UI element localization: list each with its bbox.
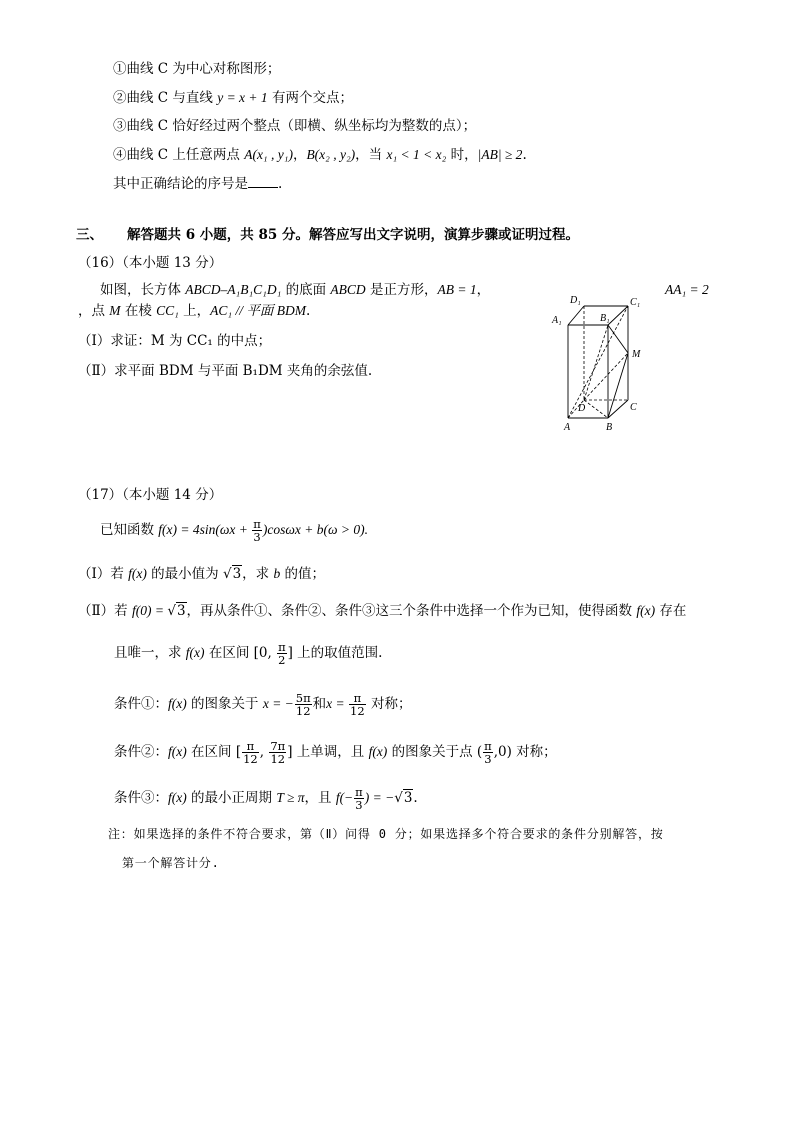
q16-text-h: . <box>305 303 311 319</box>
c3-e: . <box>413 790 418 806</box>
q15-point-a: A(x₁ , y₁) <box>244 147 293 162</box>
q17-p1-a: （Ⅰ）若 <box>78 566 129 582</box>
note-line-2: 第一个解答计分. <box>122 856 220 870</box>
c2-fx2: f(x) <box>368 744 388 759</box>
c3-d: ) = − <box>364 790 395 805</box>
frac-den: 12 <box>295 704 311 718</box>
q16-text-e: ，点 <box>78 303 110 319</box>
q16-cc1: CC₁ <box>156 303 179 318</box>
q15-item-1: ①曲线 C 为中心对称图形； <box>113 61 281 77</box>
q15-item-2-equation: y = x + 1 <box>217 90 268 105</box>
q17-fn-frac <box>252 518 262 543</box>
c2-frac-2 <box>269 740 286 765</box>
q17-header: （17）（本小题 14 分） <box>78 487 223 503</box>
frac-num: π <box>242 740 259 753</box>
q17-fn-a: f(x) = 4sin(ωx + <box>158 522 252 537</box>
c2-b: 在区间 [ <box>186 744 242 760</box>
q16-header: （16）（本小题 13 分） <box>78 255 223 271</box>
frac-den: 3 <box>355 798 363 812</box>
q17-p2-c: 存在 <box>655 603 687 619</box>
q16-statement-line-1 <box>100 281 490 299</box>
q17-p2l2-fx: f(x) <box>185 645 205 660</box>
c1-frac-2 <box>349 692 366 717</box>
label-b1: B₁ <box>600 313 610 324</box>
q16-m: M <box>109 303 121 318</box>
q15-condition: x₁ < 1 < x₂ <box>386 147 447 162</box>
label-d: D <box>578 403 586 414</box>
q17-p1-var: b <box>273 566 281 581</box>
c2-frac-3 <box>483 740 493 765</box>
frac-den: 2 <box>278 653 286 667</box>
c3-frac <box>354 786 364 811</box>
q16-cuboid: ABCD–A₁B₁C₁D₁ <box>185 282 282 297</box>
label-b: B <box>606 422 613 433</box>
q15-point-b: B(x₂ , y₂) <box>306 147 356 162</box>
c1-b: 的图象关于 <box>186 696 263 712</box>
label-c: C <box>630 402 637 413</box>
q17-p2l2-b: 在区间 [0, <box>204 645 277 661</box>
q15-item-3: ③曲线 C 恰好经过两个整点（即横、纵坐标均为整数的点）； <box>113 118 477 134</box>
c3-sqrt: 3 <box>403 790 413 806</box>
frac-num: 7π <box>270 739 286 753</box>
q17-fn-b: )cosωx + b(ω > 0). <box>262 522 368 537</box>
c3-fx: f(x) <box>168 790 187 805</box>
q15-answer-text: 其中正确结论的序号是 <box>113 176 248 192</box>
q17-function <box>100 518 368 543</box>
q16-text-b: 的底面 <box>281 282 331 298</box>
q15-item-4: ④曲线 C 上任意两点 A(x₁ , y₁)，B(x₂ , y₂)，当 x₁ < 1 < x₂ 时，|AB| ≥ 2. <box>113 147 527 163</box>
c3-t: T ≥ π <box>276 790 305 805</box>
q17-fn-pre: 已知函数 <box>100 522 159 538</box>
q15-answer-prompt: 其中正确结论的序号是 . <box>113 176 283 192</box>
q17-p2-a: （Ⅱ）若 <box>78 603 132 619</box>
frac-den: 3 <box>484 752 492 766</box>
frac-num: 5π <box>295 691 311 705</box>
q16-aa1: AA₁ = 2 <box>665 282 709 297</box>
q16-ab: AB = 1 <box>437 282 477 297</box>
c3-c: ，且 <box>304 790 336 806</box>
c3-b: 的最小正周期 <box>186 790 277 806</box>
q17-p1-d: 的值； <box>280 566 325 582</box>
q17-p2-b: ，再从条件①、条件②、条件③这三个条件中选择一个作为已知，使得函数 <box>186 603 637 619</box>
frac-num: π <box>278 640 286 654</box>
cuboid-figure <box>548 290 658 435</box>
q17-p1-c: ，求 <box>242 566 274 582</box>
c1-label: 条件①： <box>114 696 168 712</box>
c2-label: 条件②： <box>114 744 168 760</box>
frac-den: 3 <box>253 530 261 544</box>
c2-frac-1 <box>242 740 259 765</box>
q15-item-2 <box>113 89 353 107</box>
section-3-heading <box>76 226 579 244</box>
q16-base: ABCD <box>330 282 366 297</box>
q17-part-2: （Ⅱ）若 f(0) = √3，再从条件①、条件②、条件③这三个条件中选择一个作为已知，使得函数 f(x) 存在 <box>78 603 687 619</box>
section-number: 三、 <box>76 227 103 243</box>
q16-part-1: （Ⅰ）求证：M 为 CC₁ 的中点； <box>78 333 272 349</box>
label-d1: D₁ <box>570 295 581 306</box>
q16-ac1: AC₁ // 平面 BDM <box>210 303 306 318</box>
c2-c: ] 上单调，且 <box>287 744 369 760</box>
q16-statement-line-2 <box>78 302 310 320</box>
c1-x2: x = <box>326 696 349 711</box>
q17-p2l2-a: 且唯一，求 <box>114 645 186 661</box>
q15-item-4-time: 时， <box>446 147 478 163</box>
q16-text-d: ， <box>476 282 491 298</box>
q16-text-g: 上， <box>178 303 211 319</box>
q16-text-a: 如图，长方体 <box>100 282 186 298</box>
c2-e: ,0) 对称； <box>493 744 557 760</box>
c1-x1: x = − <box>262 696 294 711</box>
c2-fx: f(x) <box>168 744 187 759</box>
frac-num: π <box>484 739 492 753</box>
q17-condition-3: 条件③：f(x) 的最小正周期 T ≥ π，且 f(− $\frac{\pi}{3}$ ) = −√3. <box>114 785 418 812</box>
q17-part-2-line-2 <box>114 641 382 666</box>
c2-comma: , <box>259 744 269 760</box>
answer-blank[interactable] <box>248 175 278 188</box>
label-c1: C₁ <box>630 297 641 308</box>
q17-part-1: （Ⅰ）若 f(x) 的最小值为 √3，求 b 的值； <box>78 566 325 582</box>
q15-item-4-text: ④曲线 C 上任意两点 <box>113 147 245 163</box>
q17-p2-fx: f(x) <box>636 603 656 618</box>
c2-d: 的图象关于点 ( <box>387 744 483 760</box>
frac-den: 12 <box>270 752 286 766</box>
q17-p2l2-frac <box>277 641 287 666</box>
c1-and: 和 <box>312 696 327 712</box>
label-m: M <box>632 349 641 360</box>
q15-item-2-tail: 有两个交点； <box>267 90 353 106</box>
q17-p1-sqrt: 3 <box>232 566 242 582</box>
q15-item-2-text: ②曲线 C 与直线 <box>113 90 218 106</box>
q17-p2-f0: f(0) = <box>131 603 168 618</box>
q17-condition-1 <box>114 692 411 717</box>
frac-num: π <box>349 692 366 705</box>
note-line-1: 注：如果选择的条件不符合要求，第（Ⅱ）问得 0 分；如果选择多个符合要求的条件分别解答，按 <box>108 827 664 841</box>
label-a: A <box>564 422 571 433</box>
c3-f: f(− <box>335 790 354 805</box>
c1-fx: f(x) <box>168 696 187 711</box>
q15-result: |AB| ≥ 2 <box>477 147 523 162</box>
q17-p1-fx: f(x) <box>128 566 147 581</box>
q16-text-f: 在棱 <box>120 303 157 319</box>
c3-label: 条件③： <box>114 790 168 806</box>
q16-text-c: 是正方形， <box>365 282 438 298</box>
c1-c: 对称； <box>366 696 412 712</box>
q17-condition-2 <box>114 740 557 765</box>
q16-part-2: （Ⅱ）求平面 BDM 与平面 B₁DM 夹角的余弦值. <box>78 363 373 379</box>
frac-num: π <box>253 517 261 531</box>
frac-den: 12 <box>243 752 258 766</box>
q15-item-4-mid: ，当 <box>355 147 387 163</box>
label-a1: A₁ <box>552 315 562 326</box>
section-title: 解答题共 6 小题，共 85 分。解答应写出文字说明，演算步骤或证明过程。 <box>127 227 579 243</box>
c1-frac-1 <box>295 692 312 717</box>
q17-p2-sqrt: 3 <box>176 603 186 619</box>
q17-p1-b: 的最小值为 <box>146 566 223 582</box>
frac-den: 12 <box>350 704 365 718</box>
q17-p2l2-c: ] 上的取值范围. <box>287 645 383 661</box>
frac-num: π <box>355 785 363 799</box>
